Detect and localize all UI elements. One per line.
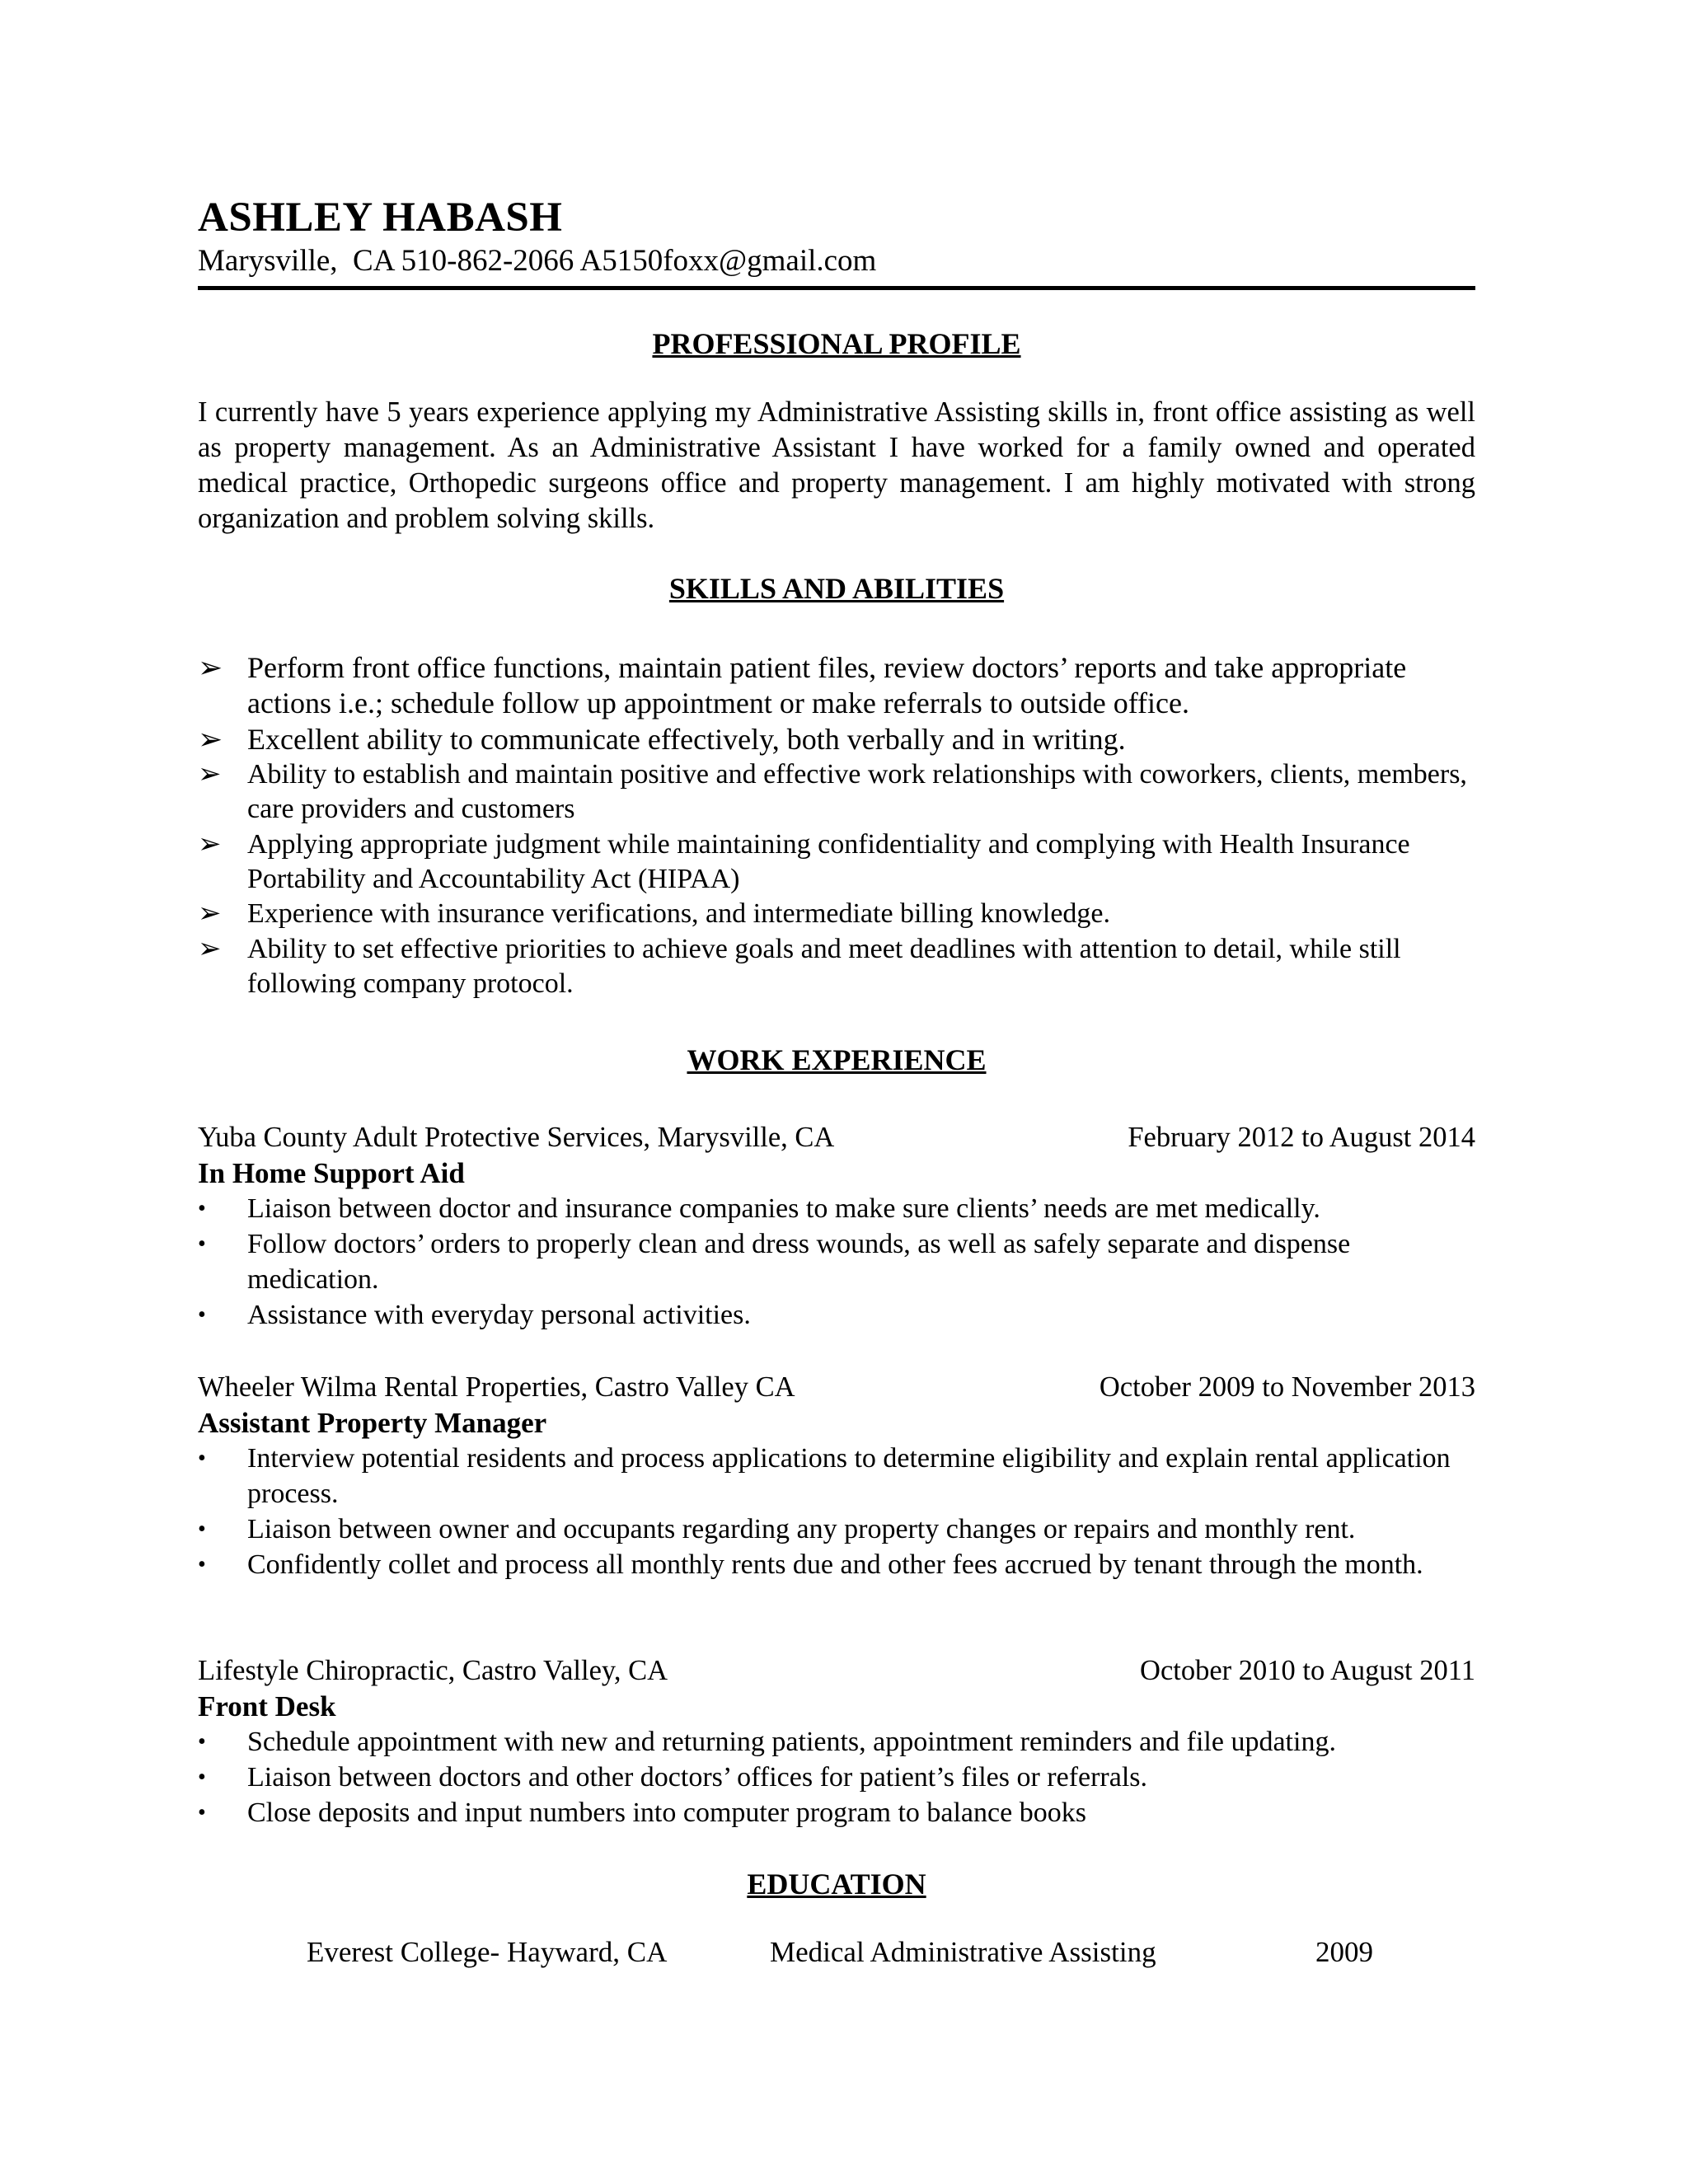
arrow-bullet-icon: ➢ <box>198 759 222 790</box>
profile-heading: PROFESSIONAL PROFILE <box>652 327 1021 360</box>
bullet-icon: • <box>198 1231 206 1257</box>
education-heading: EDUCATION <box>747 1868 926 1900</box>
job-entry-header <box>198 1370 1475 1441</box>
contact-line: Marysville, CA 510-862-2066 A5150foxx@gmail.com <box>198 244 877 278</box>
bullet-icon: • <box>198 1729 206 1755</box>
job-title: Front Desk <box>198 1690 336 1722</box>
arrow-bullet-icon: ➢ <box>198 829 222 860</box>
job-employer: Yuba County Adult Protective Services, Marysville, CA <box>198 1122 835 1153</box>
skill-text: Perform front office functions, maintain patient files, review doctors’ reports and take appropriate actions i.e.; schedule follow up appointment or make referrals to outside office. <box>247 651 1407 719</box>
bullet-icon: • <box>198 1552 206 1577</box>
duty-text: Liaison between doctors and other doctors’ offices for patient’s files or referrals. <box>247 1762 1148 1793</box>
bullet-icon: • <box>198 1516 206 1542</box>
duty-item <box>198 1297 1484 1333</box>
duty-text: Follow doctors’ orders to properly clean and dress wounds, as well as safely separate and dispense medication. <box>247 1229 1351 1295</box>
arrow-bullet-icon: ➢ <box>198 934 222 964</box>
skill-text: Experience with insurance verifications, and intermediate billing knowledge. <box>247 898 1111 929</box>
job-title: Assistant Property Manager <box>198 1407 547 1439</box>
skills-list <box>198 650 1484 1001</box>
job-dates: February 2012 to August 2014 <box>1128 1122 1475 1153</box>
skill-text: Ability to establish and maintain positive and effective work relationships with coworkers, clients, members, care providers and customers <box>247 759 1467 824</box>
education-program: Medical Administrative Assisting <box>770 1936 1156 1968</box>
job-duties-list <box>198 1441 1484 1582</box>
bullet-icon: • <box>198 1196 206 1221</box>
job-entry-header <box>198 1653 1475 1724</box>
profile-text: I currently have 5 years experience applying my Administrative Assisting skills in, front office assisting as well as property management. As an Administrative Assistant I have worked for a family owned and operated medical practice, Orthopedic surgeons office and property management. I am highly motivated with strong organization and problem solving skills. <box>198 396 1475 534</box>
duty-item <box>198 1511 1484 1547</box>
duty-text: Assistance with everyday personal activities. <box>247 1300 751 1330</box>
duty-item <box>198 1760 1484 1795</box>
duty-item <box>198 1547 1484 1582</box>
arrow-bullet-icon: ➢ <box>198 723 223 756</box>
job-duties-list <box>198 1191 1484 1333</box>
skill-item <box>198 827 1484 897</box>
education-year: 2009 <box>1315 1936 1373 1968</box>
job-row <box>198 1370 1475 1405</box>
resume-header <box>198 193 1475 280</box>
skill-text: Ability to set effective priorities to achieve goals and meet deadlines with attention to detail, while still following company protocol. <box>247 934 1401 999</box>
header-divider <box>198 286 1475 290</box>
bullet-icon: • <box>198 1765 206 1790</box>
job-employer: Wheeler Wilma Rental Properties, Castro Valley CA <box>198 1371 795 1403</box>
duty-text: Liaison between doctor and insurance companies to make sure clients’ needs are met medically. <box>247 1193 1320 1224</box>
duty-text: Confidently collet and process all monthly rents due and other fees accrued by tenant through the month. <box>247 1549 1423 1580</box>
skill-text: Excellent ability to communicate effectively, both verbally and in writing. <box>247 723 1126 756</box>
skills-heading: SKILLS AND ABILITIES <box>668 572 1005 605</box>
work-heading: WORK EXPERIENCE <box>687 1043 987 1076</box>
education-school: Everest College- Hayward, CA <box>307 1936 668 1968</box>
bullet-icon: • <box>198 1302 206 1328</box>
profile-paragraph <box>198 395 1475 537</box>
duty-text: Interview potential residents and process applications to determine eligibility and explain rental application process. <box>247 1443 1451 1509</box>
duty-item <box>198 1724 1484 1760</box>
duty-text: Liaison between owner and occupants regarding any property changes or repairs and monthly rent. <box>247 1514 1356 1544</box>
job-employer: Lifestyle Chiropractic, Castro Valley, CA <box>198 1655 668 1686</box>
skill-item <box>198 932 1484 1001</box>
bullet-icon: • <box>198 1800 206 1825</box>
job-row <box>198 1653 1475 1689</box>
job-dates: October 2009 to November 2013 <box>1099 1371 1475 1403</box>
duty-item <box>198 1226 1484 1297</box>
duty-item <box>198 1441 1484 1511</box>
skill-item <box>198 757 1484 827</box>
bullet-icon: • <box>198 1446 206 1471</box>
duty-item <box>198 1795 1484 1830</box>
applicant-name: ASHLEY HABASH <box>198 194 563 241</box>
job-title: In Home Support Aid <box>198 1157 465 1189</box>
duty-item <box>198 1191 1484 1226</box>
job-entry-header <box>198 1120 1475 1191</box>
job-row <box>198 1120 1475 1155</box>
arrow-bullet-icon: ➢ <box>198 898 222 929</box>
skill-item <box>198 650 1484 722</box>
skill-item <box>198 722 1484 757</box>
duty-text: Schedule appointment with new and returning patients, appointment reminders and file updating. <box>247 1727 1336 1757</box>
duty-text: Close deposits and input numbers into computer program to balance books <box>247 1797 1086 1828</box>
job-duties-list <box>198 1724 1484 1830</box>
skill-item <box>198 897 1484 932</box>
arrow-bullet-icon: ➢ <box>198 651 223 684</box>
skill-text: Applying appropriate judgment while maintaining confidentiality and complying with Health Insurance Portability and Accountability Act (HIPAA) <box>247 829 1410 894</box>
job-dates: October 2010 to August 2011 <box>1140 1655 1475 1686</box>
